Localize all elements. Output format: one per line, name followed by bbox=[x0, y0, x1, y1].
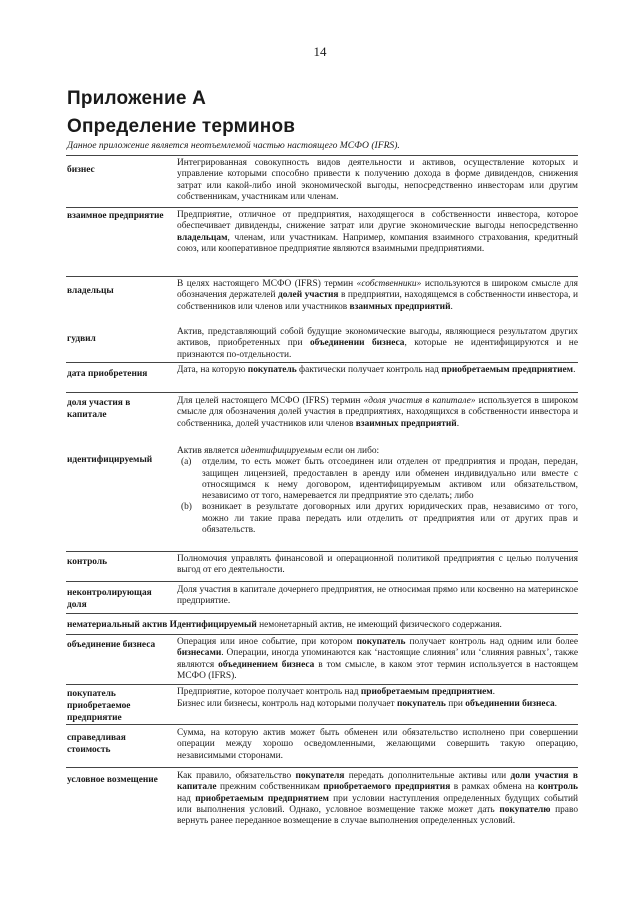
term-label: приобретаемое предприятие bbox=[67, 701, 131, 723]
term-definition: Актив является идентифицируемым если он либо: (a) отделим, то есть может быть отсоединен или отделен от предприятия и продан, передан, защищен лицензией, предоставлен в аренду или обменен индивидуально или вместе с относящимся к нему договором, идентифицируемым активом или обязательством, независимо от того, намеревается ли предприятие это сделать; либо (b) возникает в результате договорных или других юридических прав, независимо от того, можно ли такие права передать или отделить от предприятия или от других прав и обязательств. bbox=[177, 446, 578, 536]
term-row: нематериальный актив Идентифицируемый немонетарный актив, не имеющий физического содержания. bbox=[67, 620, 502, 630]
list-item: (a) отделим, то есть может быть отсоединен или отделен от предприятия и продан, передан, защищен лицензией, предоставлен в аренду или обменен индивидуально или вместе с относящимся к нему договором, идентифицируемым активом или обязательством, независимо от того, намеревается ли предприятие это сделать; либо bbox=[181, 457, 578, 502]
term-label: неконтролирующая доля bbox=[67, 588, 152, 610]
divider bbox=[66, 276, 578, 277]
divider bbox=[66, 155, 578, 156]
list-item: (b) возникает в результате договорных или других юридических прав, независимо от того, можно ли такие права передать или отделить от предприятия или от других прав и обязательств. bbox=[181, 502, 578, 536]
divider bbox=[66, 362, 578, 363]
term-label: условное возмещение bbox=[67, 775, 158, 785]
term-definition: Интегрированная совокупность видов деятельности и активов, осуществление которых и управление которыми способно привести к получению дохода в форме дивидендов, снижения затрат или какой-либо иной экономической выгоды, непосредственно инвесторам или другим собственникам, участникам или членам. bbox=[177, 158, 578, 202]
term-definition: Предприятие, отличное от предприятия, находящегося в собственности инвестора, которое обеспечивает дивиденды, снижение затрат или другие экономические выгоды непосредственно владельцам, членам, или участникам. Например, компания взаимного страхования, кредитный союз, или кооперативное предприятие являются взаимными предприятиями. bbox=[177, 210, 578, 254]
page-number: 14 bbox=[313, 44, 327, 59]
term-definition: Сумма, на которую актив может быть обменен или обязательство исполнено при совершении операции между хорошо осведомленными, желающими совершить такую операцию, независимыми сторонами. bbox=[177, 728, 578, 761]
term-label: нематериальный актив bbox=[67, 620, 168, 630]
term-definition: Предприятие, которое получает контроль над приобретаемым предприятием. bbox=[177, 687, 495, 697]
term-definition: Актив, представляющий собой будущие экономические выгоды, являющиеся результатом других активов, приобретенных при объединении бизнеса, которые не идентифицируются и не признаются по-отдельности. bbox=[177, 327, 578, 360]
term-definition: В целях настоящего МСФО (IFRS) термин «собственники» используются в широком смысле для обозначения держателей долей участия в предприятии, находящемся в собственности инвестора, и собственников или членов или участников взаимных предприятий. bbox=[177, 279, 578, 312]
divider bbox=[66, 207, 578, 208]
divider bbox=[66, 581, 578, 582]
term-label: взаимное предприятие bbox=[67, 211, 164, 221]
term-label: гудвил bbox=[67, 334, 96, 344]
term-definition: Бизнес или бизнесы, контроль над которыми получает покупатель при объединении бизнеса. bbox=[177, 699, 558, 709]
term-label: идентифицируемый bbox=[67, 455, 153, 465]
divider bbox=[66, 767, 578, 768]
term-label: объединение бизнеса bbox=[67, 640, 156, 650]
term-label: дата приобретения bbox=[67, 369, 148, 379]
term-label: бизнес bbox=[67, 165, 95, 175]
term-label: доля участия в капитале bbox=[67, 398, 131, 420]
appendix-title: Приложение А bbox=[67, 88, 207, 109]
term-definition: Для целей настоящего МСФО (IFRS) термин «доля участия в капитале» используется в широком смысле для обозначения долей участия в предприятиях, находящихся в собственности инвестора и собственника, долей участников или членов взаимных предприятий. bbox=[177, 396, 579, 429]
term-label: справедливая стоимость bbox=[67, 733, 126, 755]
term-definition: Доля участия в капитале дочернего предприятия, не относимая прямо или косвенно на материнское предприятие. bbox=[177, 585, 578, 607]
term-definition: Как правило, обязательство покупателя передать дополнительные активы или доли участия в капитале прежним собственникам приобретаемого предприятия в рамках обмена на контроль над приобретаемым предприятием при условии наступления определенных будущих событий или выполнения условий. Однако, условное возмещение также может дать покупателю право вернуть ранее переданное возмещение в случае выполнения определенных условий. bbox=[177, 771, 579, 827]
intro-note: Данное приложение является неотъемлемой частью настоящего МСФО (IFRS). bbox=[67, 140, 400, 151]
divider bbox=[66, 392, 578, 393]
divider bbox=[66, 724, 578, 725]
term-label: владельцы bbox=[67, 286, 114, 296]
term-definition: Полномочия управлять финансовой и операционной политикой предприятия с целью получения выгод от его деятельности. bbox=[177, 554, 578, 576]
term-definition: Дата, на которую покупатель фактически получает контроль над приобретаемым предприятием. bbox=[177, 365, 576, 375]
divider bbox=[66, 684, 578, 685]
divider bbox=[66, 551, 578, 552]
term-definition: Операция или иное событие, при котором покупатель получает контроль над одним или более бизнесами. Операции, иногда упоминаются как ‘настоящие слияния’ или ‘слияния равных’, также являются объединением бизнеса в том смысле, в каком этот термин используется в настоящем МСФО (IFRS). bbox=[177, 637, 579, 681]
divider bbox=[66, 613, 578, 614]
term-label: покупатель bbox=[67, 689, 116, 699]
section-title: Определение терминов bbox=[67, 116, 296, 137]
divider bbox=[66, 634, 578, 635]
term-label: контроль bbox=[67, 557, 108, 567]
